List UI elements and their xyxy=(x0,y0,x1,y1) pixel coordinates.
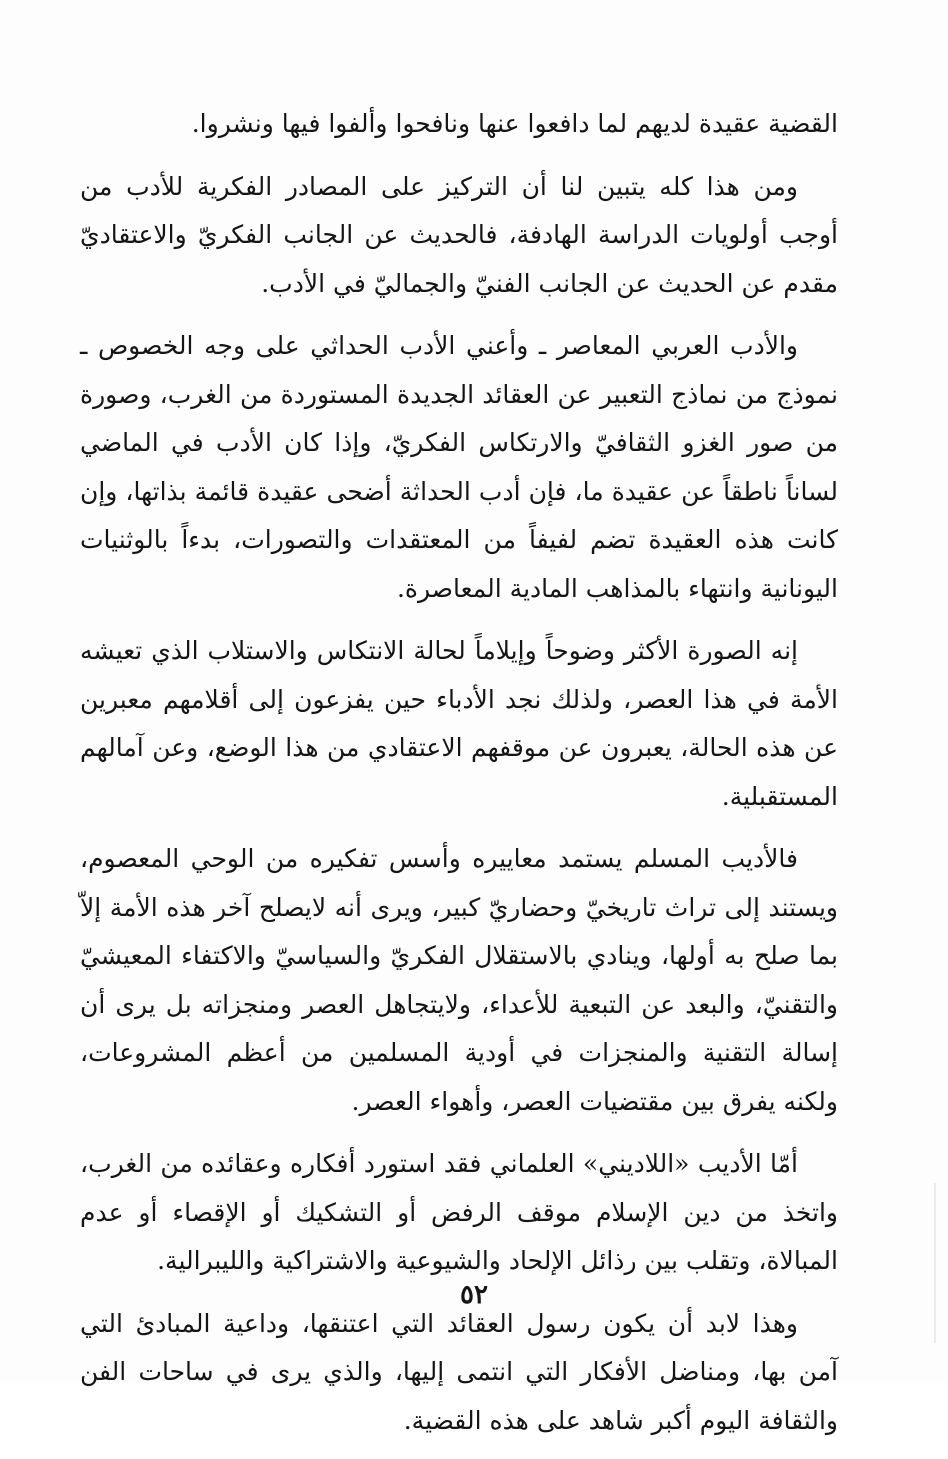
paragraph: والأدب العربي المعاصر ـ وأعني الأدب الحداثي على وجه الخصوص ـ نموذج من نماذج التعبير عن العقائد الجديدة المستوردة من الغرب، وصورة من صور الغزو الثقافيّ والارتكاس الفكريّ، وإذا كان الأدب في الماضي لساناً ناطقاً عن عقيدة ما، فإن أدب الحداثة أضحى عقيدة قائمة بذاتها، وإن كانت هذه العقيدة تضم لفيفاً من المعتقدات والتصورات، بدءاً بالوثنيات اليونانية وانتهاء بالمذاهب المادية المعاصرة. xyxy=(80,331,838,603)
body-text xyxy=(80,100,838,1459)
paragraph: أمّا الأديب «اللاديني» العلماني فقد استورد أفكاره وعقائده من الغرب، واتخذ من دين الإسلام موقف الرفض أو التشكيك أو الإقصاء أو عدم المبالاة، وتقلب بين رذائل الإلحاد والشيوعية والاشتراكية والليبرالية. xyxy=(80,1149,838,1275)
paragraph: إنه الصورة الأكثر وضوحاً وإيلاماً لحالة الانتكاس والاستلاب الذي تعيشه الأمة في هذا العصر، ولذلك نجد الأدباء حين يفزعون إلى أقلامهم معبرين عن هذه الحالة، يعبرون عن موقفهم الاعتقادي من هذا الوضع، وعن آمالهم المستقبلية. xyxy=(80,636,838,811)
page-number: ٥٢ xyxy=(460,1280,488,1310)
paragraph: ومن هذا كله يتبين لنا أن التركيز على المصادر الفكرية للأدب من أوجب أولويات الدراسة الهادفة، فالحديث عن الجانب الفكريّ والاعتقاديّ مقدم عن الحديث عن الجانب الفنيّ والجماليّ في الأدب. xyxy=(80,171,838,298)
paragraph: وهذا لابد أن يكون رسول العقائد التي اعتنقها، وداعية المبادئ التي آمن بها، ومناضل الأفكار التي انتمى إليها، والذي يرى في ساحات الفن والثقافة اليوم أكبر شاهد على هذه القضية. xyxy=(80,1308,838,1435)
paragraph-continuation: القضية عقيدة لديهم لما دافعوا عنها ونافحوا وألفوا فيها ونشروا. xyxy=(191,109,838,138)
paragraph: فالأديب المسلم يستمد معاييره وأسس تفكيره من الوحي المعصوم، ويستند إلى تراث تاريخيّ وحضاريّ كبير، ويرى أنه لايصلح آخر هذه الأمة إلاّ بما صلح به أولها، وينادي بالاستقلال الفكريّ والسياسيّ والاكتفاء المعيشيّ والتقنيّ، والبعد عن التبعية للأعداء، ولايتجاهل العصر ومنجزاته بل يرى أن إسالة التقنية والمنجزات في أودية المسلمين من أعظم المشروعات، ولكنه يفرق بين مقتضيات العصر، وأهواء العصر. xyxy=(80,844,838,1116)
scan-edge-mark xyxy=(934,1183,936,1343)
